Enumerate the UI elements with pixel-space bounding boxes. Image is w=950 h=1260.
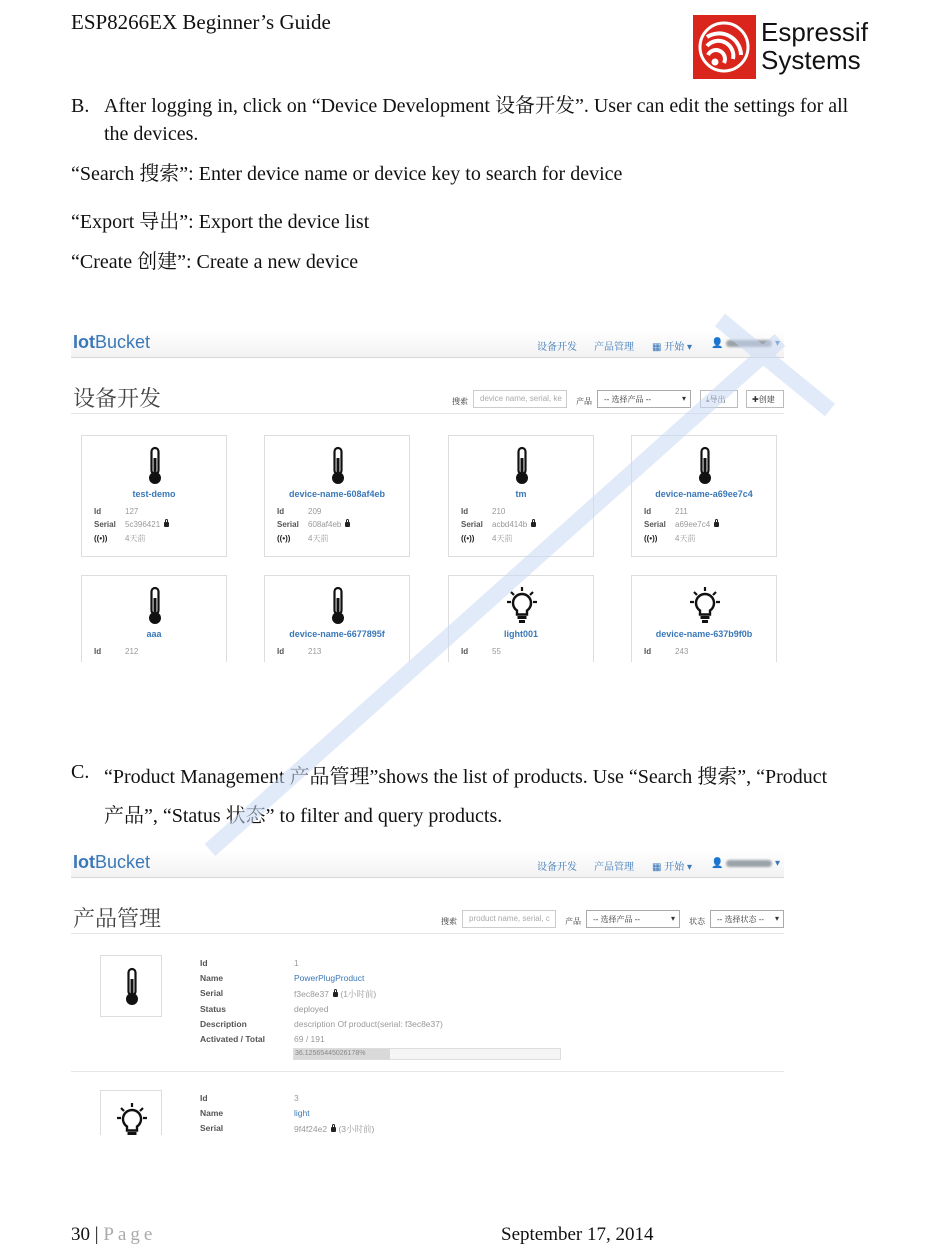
user-name-blurred	[726, 860, 772, 867]
product-key-name: Name	[200, 1108, 224, 1118]
section-c-text: “Product Management 产品管理”shows the list of products. Use “Search 搜索”, “Product 产品”, “Status 状态” to filter and query products.	[104, 766, 828, 827]
product-name-link[interactable]: PowerPlugProduct	[294, 973, 365, 983]
navbar	[71, 850, 784, 878]
device-name[interactable]: tm	[515, 489, 527, 499]
product-key-name: Name	[200, 973, 224, 983]
page-number: 30 | Page	[71, 1224, 157, 1245]
search-label: 搜索	[441, 917, 457, 926]
device-card[interactable]	[448, 575, 594, 662]
lock-icon[interactable]	[331, 1127, 336, 1132]
divider	[71, 413, 784, 414]
document-title: ESP8266EX Beginner’s Guide	[71, 10, 331, 34]
lightbulb-icon	[114, 1100, 150, 1135]
search-input[interactable]: product name, serial, c	[462, 910, 556, 928]
device-name[interactable]: device-name-6677895f	[289, 629, 385, 639]
product-icon-box[interactable]	[100, 1090, 162, 1135]
document-date: September 17, 2014	[501, 1224, 654, 1245]
product-activated-total: 69 / 191	[294, 1034, 325, 1044]
lightbulb-icon	[504, 586, 540, 626]
plus-icon: ✚	[752, 395, 759, 404]
user-icon: 👤	[711, 338, 724, 349]
product-select[interactable]: -- 选择产品 -- ▾	[597, 390, 691, 408]
device-serial-row: Serial a69ee7c4	[644, 520, 719, 529]
device-time-row: ((•)) 4天前	[461, 534, 513, 543]
device-time-row: ((•)) 4天前	[644, 534, 696, 543]
signal-icon: ((•))	[644, 534, 658, 543]
brand-logo[interactable]: IotBucket	[73, 852, 151, 872]
thermometer-icon	[320, 446, 356, 486]
lock-icon[interactable]	[714, 522, 719, 527]
nav-device-development[interactable]: 设备开发	[537, 342, 577, 353]
thermometer-icon	[137, 586, 173, 626]
device-id-row: Id 127	[94, 507, 139, 516]
search-label: 搜索	[452, 397, 468, 406]
product-key-activated: Activated / Total	[200, 1034, 266, 1044]
device-card[interactable]	[448, 435, 594, 557]
thermometer-icon	[114, 965, 150, 1009]
nav-user-menu[interactable]: 👤 ▾	[711, 858, 781, 869]
device-id-row: Id 209	[277, 507, 322, 516]
nav-start[interactable]: ▦ 开始 ▾	[652, 342, 693, 353]
nav-product-management[interactable]: 产品管理	[594, 342, 634, 353]
product-label: 产品	[576, 397, 592, 406]
lock-icon[interactable]	[333, 992, 338, 997]
section-b-text: After logging in, click on “Device Development 设备开发”. User can edit the settings for all the devices.	[104, 95, 849, 145]
page-title: 产品管理	[73, 907, 162, 932]
brand-logo[interactable]: IotBucket	[73, 332, 151, 352]
device-time-row: ((•)) 4天前	[94, 534, 146, 543]
device-card[interactable]	[631, 575, 777, 662]
product-select[interactable]: -- 选择产品 -- ▾	[586, 910, 680, 928]
thermometer-icon	[687, 446, 723, 486]
lock-icon[interactable]	[164, 522, 169, 527]
thermometer-icon	[320, 586, 356, 626]
search-description: “Search 搜索”: Enter device name or device key to search for device	[71, 163, 623, 185]
device-name[interactable]: test-demo	[132, 489, 176, 499]
nav-start[interactable]: ▦ 开始 ▾	[652, 862, 693, 873]
espressif-logo-mark-icon	[693, 15, 756, 79]
page-title: 设备开发	[73, 387, 162, 412]
thermometer-icon	[137, 446, 173, 486]
section-c-label: C.	[71, 761, 90, 783]
activation-progress-bar	[293, 1048, 561, 1060]
product-icon-box[interactable]	[100, 955, 162, 1017]
product-id: 3	[294, 1093, 299, 1103]
device-id-row: Id 243	[644, 647, 689, 656]
product-key-id: Id	[200, 1093, 208, 1103]
section-b-label: B.	[71, 95, 90, 117]
device-serial-row: Serial 5c396421	[94, 520, 169, 529]
product-management-screenshot	[71, 850, 784, 1135]
device-name[interactable]: device-name-a69ee7c4	[655, 489, 753, 499]
product-name-link[interactable]: light	[294, 1108, 310, 1118]
device-serial-row: Serial acbd414b	[461, 520, 536, 529]
device-id-row: Id 210	[461, 507, 506, 516]
lock-icon[interactable]	[531, 522, 536, 527]
product-key-description: Description	[200, 1019, 247, 1029]
product-key-status: Status	[200, 1004, 226, 1014]
export-button[interactable]: ⤓导出	[700, 390, 738, 408]
device-id-row: Id 55	[461, 647, 501, 656]
product-status: deployed	[294, 1004, 329, 1014]
product-id: 1	[294, 958, 299, 968]
product-label: 产品	[565, 917, 581, 926]
device-card[interactable]	[81, 435, 227, 557]
user-name-blurred	[726, 340, 772, 347]
user-icon: 👤	[711, 858, 724, 869]
product-key-serial: Serial	[200, 1123, 224, 1133]
device-id-row: Id 213	[277, 647, 322, 656]
device-development-screenshot	[71, 330, 784, 662]
create-button[interactable]: ✚创建	[746, 390, 784, 408]
status-label: 状态	[689, 917, 705, 926]
create-description: “Create 创建”: Create a new device	[71, 251, 359, 273]
signal-icon: ((•))	[94, 534, 108, 543]
signal-icon: ((•))	[277, 534, 291, 543]
product-serial: 9f4f24e2 (3小时前)	[294, 1124, 375, 1134]
export-description: “Export 导出”: Export the device list	[71, 211, 370, 233]
device-card[interactable]	[631, 435, 777, 557]
device-serial-row: Serial 608af4eb	[277, 520, 350, 529]
search-input[interactable]: device name, serial, ke	[473, 390, 567, 408]
device-card[interactable]	[81, 575, 227, 662]
status-select[interactable]: -- 选择状态 -- ▾	[710, 910, 784, 928]
progress-text: 36.12565445026178%	[295, 1050, 366, 1057]
divider	[71, 1071, 784, 1072]
nav-user-menu[interactable]: 👤 ▾	[711, 338, 781, 349]
espressif-logo	[693, 15, 875, 79]
thermometer-icon	[504, 446, 540, 486]
device-time-row: ((•)) 4天前	[277, 534, 329, 543]
device-card[interactable]	[264, 575, 410, 662]
grid-icon: ▦	[652, 342, 665, 353]
device-name[interactable]: device-name-637b9f0b	[655, 629, 753, 639]
device-name[interactable]: light001	[503, 629, 538, 639]
device-id-row: Id 212	[94, 647, 139, 656]
espressif-logo-text: Espressif Systems	[761, 17, 868, 75]
device-card[interactable]	[264, 435, 410, 557]
navbar	[71, 330, 784, 358]
product-key-id: Id	[200, 958, 208, 968]
product-description: description Of product(serial: f3ec8e37)	[294, 1019, 443, 1029]
product-serial: f3ec8e37 (1小时前)	[294, 989, 377, 999]
device-name[interactable]: aaa	[146, 629, 162, 639]
lock-icon[interactable]	[345, 522, 350, 527]
divider	[71, 933, 784, 934]
nav-product-management[interactable]: 产品管理	[594, 862, 634, 873]
lightbulb-icon	[687, 586, 723, 626]
nav-device-development[interactable]: 设备开发	[537, 862, 577, 873]
product-key-serial: Serial	[200, 988, 224, 998]
device-id-row: Id 211	[644, 507, 688, 516]
grid-icon: ▦	[652, 862, 665, 873]
download-icon: ⤓	[706, 395, 710, 404]
device-name[interactable]: device-name-608af4eb	[288, 489, 386, 499]
signal-icon: ((•))	[461, 534, 475, 543]
